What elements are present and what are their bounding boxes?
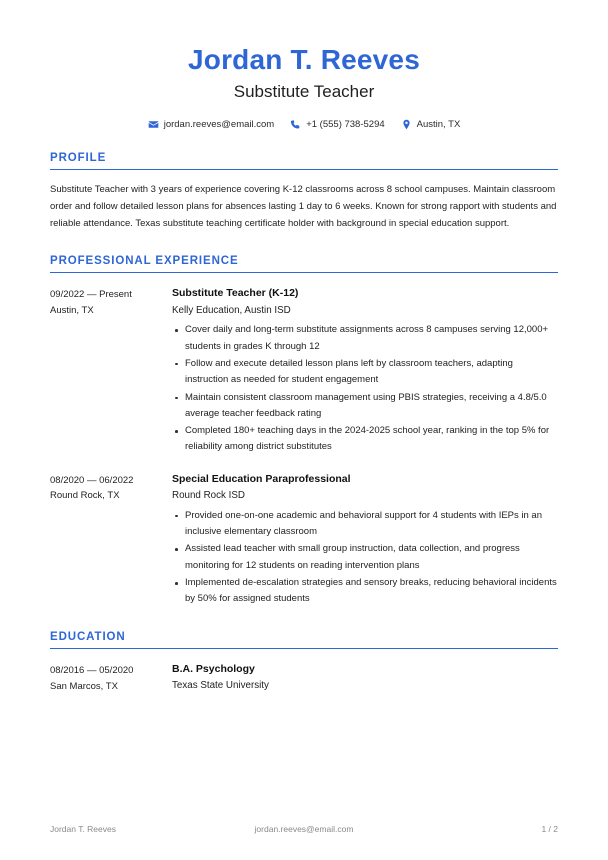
section-title-education: EDUCATION xyxy=(50,630,126,643)
contact-phone[interactable] xyxy=(290,119,384,130)
experience-entry-meta xyxy=(50,286,172,318)
section-title-experience: PROFESSIONAL EXPERIENCE xyxy=(50,254,239,267)
experience-entry-bullets xyxy=(172,322,558,456)
bullet-item: Implemented de-escalation strategies and sensory breaks, reducing behavioral incidents by 50% for assigned students xyxy=(172,575,558,608)
education-entry-location: San Marcos, TX xyxy=(50,680,118,692)
page-footer xyxy=(50,824,558,834)
bullet-item: Assisted lead teacher with small group instruction, data collection, and progress monitoring for 12 students on reading intervention plans xyxy=(172,541,558,574)
education-entry-dates: 08/2016 — 05/2020 xyxy=(50,665,134,677)
education-entry-body xyxy=(172,662,558,694)
contact-phone-text: +1 (555) 738-5294 xyxy=(306,118,385,130)
education-entry xyxy=(50,662,558,694)
experience-entry-body xyxy=(172,286,558,457)
education-entry-meta xyxy=(50,662,172,694)
section-education xyxy=(50,631,558,695)
experience-entry-meta xyxy=(50,472,172,504)
bullet-item: Provided one-on-one academic and behavioral support for 4 students with IEPs in an inclusive elementary classroom xyxy=(172,508,558,541)
education-entries xyxy=(50,662,558,694)
experience-entry-dates: 09/2022 — Present xyxy=(50,289,132,301)
experience-entry-organization: Round Rock ISD xyxy=(172,490,245,502)
footer-name: Jordan T. Reeves xyxy=(50,824,116,834)
section-title-profile: PROFILE xyxy=(50,151,107,164)
experience-entry xyxy=(50,286,558,457)
footer-email: jordan.reeves@email.com xyxy=(254,824,354,834)
bullet-item: Completed 180+ teaching days in the 2024-2025 school year, ranking in the top 5% for reliability among district substitutes xyxy=(172,423,558,456)
contact-location-text: Austin, TX xyxy=(416,118,461,130)
section-rule-profile xyxy=(50,169,558,171)
experience-entries xyxy=(50,286,558,608)
contact-row xyxy=(50,119,558,130)
email-icon xyxy=(148,119,159,130)
contact-location[interactable] xyxy=(401,119,461,130)
experience-entry-bullets xyxy=(172,508,558,608)
experience-entry-role: Special Education Paraprofessional xyxy=(172,472,351,485)
bullet-item: Follow and execute detailed lesson plans left by classroom teachers, adapting instruction as needed for student engagement xyxy=(172,356,558,389)
contact-email-text: jordan.reeves@email.com xyxy=(163,118,275,130)
section-experience xyxy=(50,255,558,609)
experience-entry-role: Substitute Teacher (K-12) xyxy=(172,287,299,300)
education-entry-degree: B.A. Psychology xyxy=(172,663,255,676)
candidate-job-title: Substitute Teacher xyxy=(233,82,375,102)
section-profile xyxy=(50,152,558,233)
phone-icon xyxy=(290,119,301,130)
experience-entry-location: Round Rock, TX xyxy=(50,490,120,502)
profile-summary-text: Substitute Teacher with 3 years of experience covering K-12 classrooms across 8 school campuses. Maintain classroom order and follow detailed lesson plans for absences lasting 1 day to 6 weeks. Known for strong rapport with students and reliable attendance. Texas substitute teaching certificate holder with background in special education support. xyxy=(50,184,557,229)
location-pin-icon xyxy=(401,119,412,130)
education-entry-institution: Texas State University xyxy=(172,680,269,692)
resume-header xyxy=(50,0,558,130)
candidate-name: Jordan T. Reeves xyxy=(188,44,420,75)
section-rule-experience xyxy=(50,272,558,274)
experience-entry-organization: Kelly Education, Austin ISD xyxy=(172,304,291,316)
bullet-item: Cover daily and long-term substitute assignments across 8 campuses serving 12,000+ students in grades K through 12 xyxy=(172,322,558,355)
bullet-item: Maintain consistent classroom management using PBIS strategies, receiving a 4.8/5.0 average teacher feedback rating xyxy=(172,390,558,423)
footer-page-number: 1 / 2 xyxy=(541,824,558,834)
experience-entry-body xyxy=(172,472,558,609)
section-rule-education xyxy=(50,648,558,650)
experience-entry xyxy=(50,472,558,609)
contact-email[interactable] xyxy=(148,119,275,130)
experience-entry-location: Austin, TX xyxy=(50,304,94,316)
experience-entry-dates: 08/2020 — 06/2022 xyxy=(50,474,134,486)
